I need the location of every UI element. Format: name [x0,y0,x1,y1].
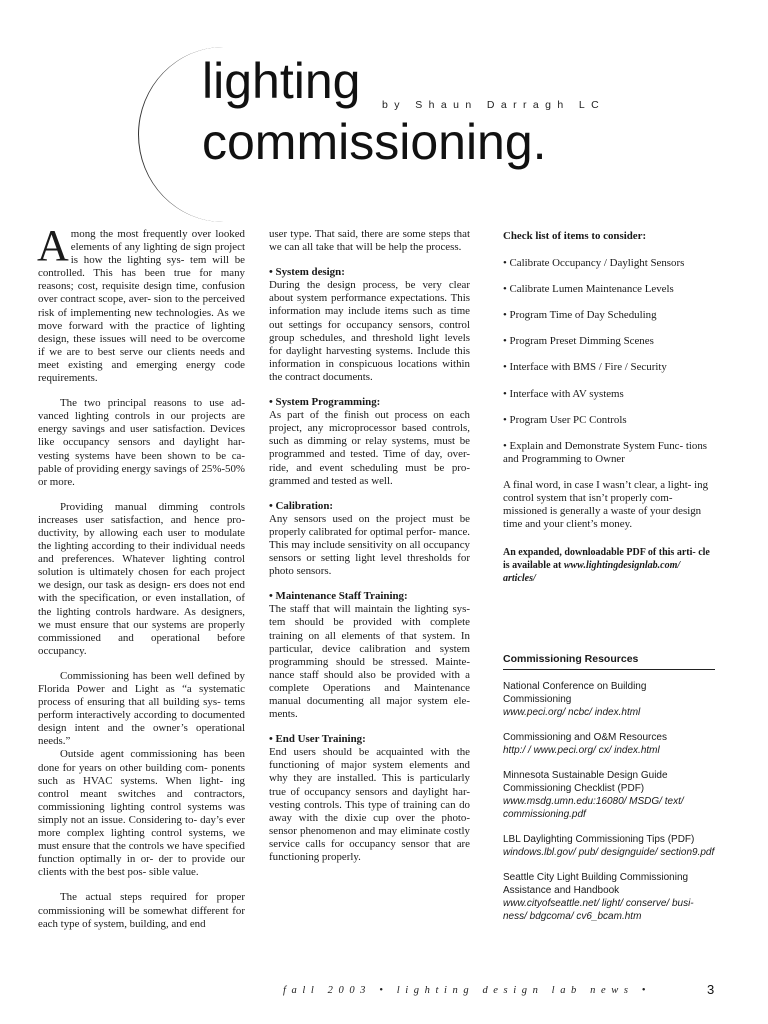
checklist-item: • Interface with AV systems [503,387,624,400]
section-heading: • Maintenance Staff Training: [269,590,408,603]
resource-item [503,871,715,923]
section-body: As part of the finish out process on each project, any microprocessor based controls, such as dimming or relay systems, must be programmed and tested. Time of day, over- ride, and event scheduling must be pro- grammed and tested as well. [269,409,470,487]
checklist-item: • Program Time of Day Scheduling [503,309,657,322]
paragraph-text: mong the most frequently over looked elements of any lighting de sign project is how the lighting sys- tem will be controlled. This has been true for many reasons; cost, requisite design time, confusion over contract scope, aver- sion to the perceived risk of implementing new technologies. As we move forward with the practice of lighting design, these issues will need to be overcome if we are to best serve our clients needs and meet existing and emerging energy code requirements. [38,228,245,385]
paragraph: Outside agent commissioning has been done for years on other building com- ponents such as HVAC systems. When light- ing control meant switches and contractors, commissioning lighting control systems was simply not an issue. Considering to- day’s ever more complex lighting control systems, we must ensure that the controls we have specified function optimally in or- der to provide our clients with the best pos- sible value. [38,748,245,879]
section-heading: • End User Training: [269,733,366,746]
section-heading: • Calibration: [269,499,334,512]
checklist-item: • Program Preset Dimming Scenes [503,335,654,348]
title-line-2: commissioning. [202,114,547,170]
page-number: 3 [707,982,715,997]
resource-name: Seattle City Light Building Commissioning Assistance and Handbook [503,872,689,896]
drop-cap: A [37,221,69,270]
paragraph: Commissioning has been well defined by Florida Power and Light as “a systematic process of ensuring that all building sys- tems perform interactively according to documented design intent and the owner’s operational needs.” [38,669,245,748]
section-system-programming [269,396,470,488]
expanded-pdf-note [503,546,713,585]
section-heading: • System Programming: [269,396,381,409]
commissioning-resources-box [503,653,715,935]
article-column-1 [37,221,245,943]
resource-name: National Conference on Building Commissioning [503,681,647,705]
resource-url: www.cityofseattle.net/ light/ conserve/ busi- ness/ bdgcoma/ cv6_bcam.htm [503,898,694,922]
expanded-note-url: www.lightingdesignlab.com/ articles/ [503,560,681,585]
section-body: During the design process, be very clear about system performance expectations. This information may include items such as time out settings for occupancy sensors, control group schedules, and threshold light levels for daylight harvesting systems. Include this information in conspicuous locations within the contract documents. [269,279,470,383]
article-column-2 [269,228,470,876]
resource-item [503,769,715,821]
article-column-3 [503,228,713,585]
resources-title: Commissioning Resources [503,653,715,670]
section-calibration [269,500,470,579]
paragraph [37,221,245,385]
resource-url: http:/ / www.peci.org/ cx/ index.html [503,745,660,756]
resource-url: www.peci.org/ ncbc/ index.html [503,707,641,718]
section-end-user-training [269,733,470,864]
section-body: Any sensors used on the project must be properly calibrated for optimal perfor- mance. This may include sensitivity on all occupancy sensors or setting light level thresholds for photo sensors. [269,512,470,578]
resource-url: www.msdg.umn.edu:16080/ MSDG/ text/ commissioning.pdf [503,796,684,820]
resource-name: Commissioning and O&M Resources [503,732,667,743]
resource-url: windows.lbl.gov/ pub/ designguide/ section9.pdf [503,847,715,858]
footer-running-title: fall 2003 • lighting design lab news • [283,985,652,996]
checklist-item: • Explain and Demonstrate System Func- tions and Programming to Owner [503,439,708,465]
resource-name: LBL Daylighting Commissioning Tips (PDF) [503,834,695,845]
final-word-paragraph: A final word, in case I wasn’t clear, a light- ing control system that isn’t properly com- missioned is generally a waste of your design time and your client’s money. [503,478,709,531]
paragraph: Providing manual dimming controls increases user satisfaction, and hence pro- ductivity, by allowing each user to modulate the lighting according to their individual needs and preferences. Whatever lighting control solution is ultimately chosen for each project we design, our task as design- ers does not end with the specification, or even installation, of the lighting controls hardware. As designers, we must ensure that our systems are properly commissioned and operational before occupancy. [38,500,245,657]
section-body: The staff that will maintain the lighting sys- tem should be provided with complete training on all elements of that system. In particular, device calibration and system programming should be stressed. Mainte- nance staff should also be provided with a complete Operations and Maintenance manual documenting all major system ele- ments. [269,603,470,721]
resource-item [503,680,715,719]
checklist-item: • Interface with BMS / Fire / Security [503,361,667,374]
resource-item [503,731,715,757]
checklist-title: Check list of items to consider: [503,230,647,242]
byline: by Shaun Darragh LC [382,99,606,111]
paragraph: The actual steps required for proper commissioning will be somewhat different for each type of system, building, and end [38,891,245,930]
title-line-1: lighting [202,53,361,109]
section-heading: • System design: [269,266,345,279]
section-maintenance-staff-training [269,590,470,721]
checklist-item: • Calibrate Lumen Maintenance Levels [503,283,674,296]
checklist-item: • Program User PC Controls [503,413,627,426]
paragraph: The two principal reasons to use ad- vanced lighting controls in our projects are energy savings and user satisfaction. Devices like occupancy sensors and daylight har- vesting systems have been shown to be ca- pable of providing energy savings of 25%-50% or more. [38,397,245,488]
paragraph: user type. That said, there are some steps that we can all take that will be help the process. [269,228,470,254]
resource-name: Minnesota Sustainable Design Guide Commissioning Checklist (PDF) [503,770,668,794]
resource-item [503,833,715,859]
section-system-design [269,266,470,384]
expanded-note-text: An expanded, downloadable PDF of this arti- cle is available at [503,547,710,572]
checklist-item: • Calibrate Occupancy / Daylight Sensors [503,257,685,270]
section-body: End users should be acquainted with the functioning of major system elements and why they are installed. This is particularly true of occupancy sensors and daylight har- vesting controls. This type of training can do away with the dixie cup over the photo- sensor phenomenon and may eliminate costly service calls for occupancy sensor that are functioning properly. [269,746,470,864]
